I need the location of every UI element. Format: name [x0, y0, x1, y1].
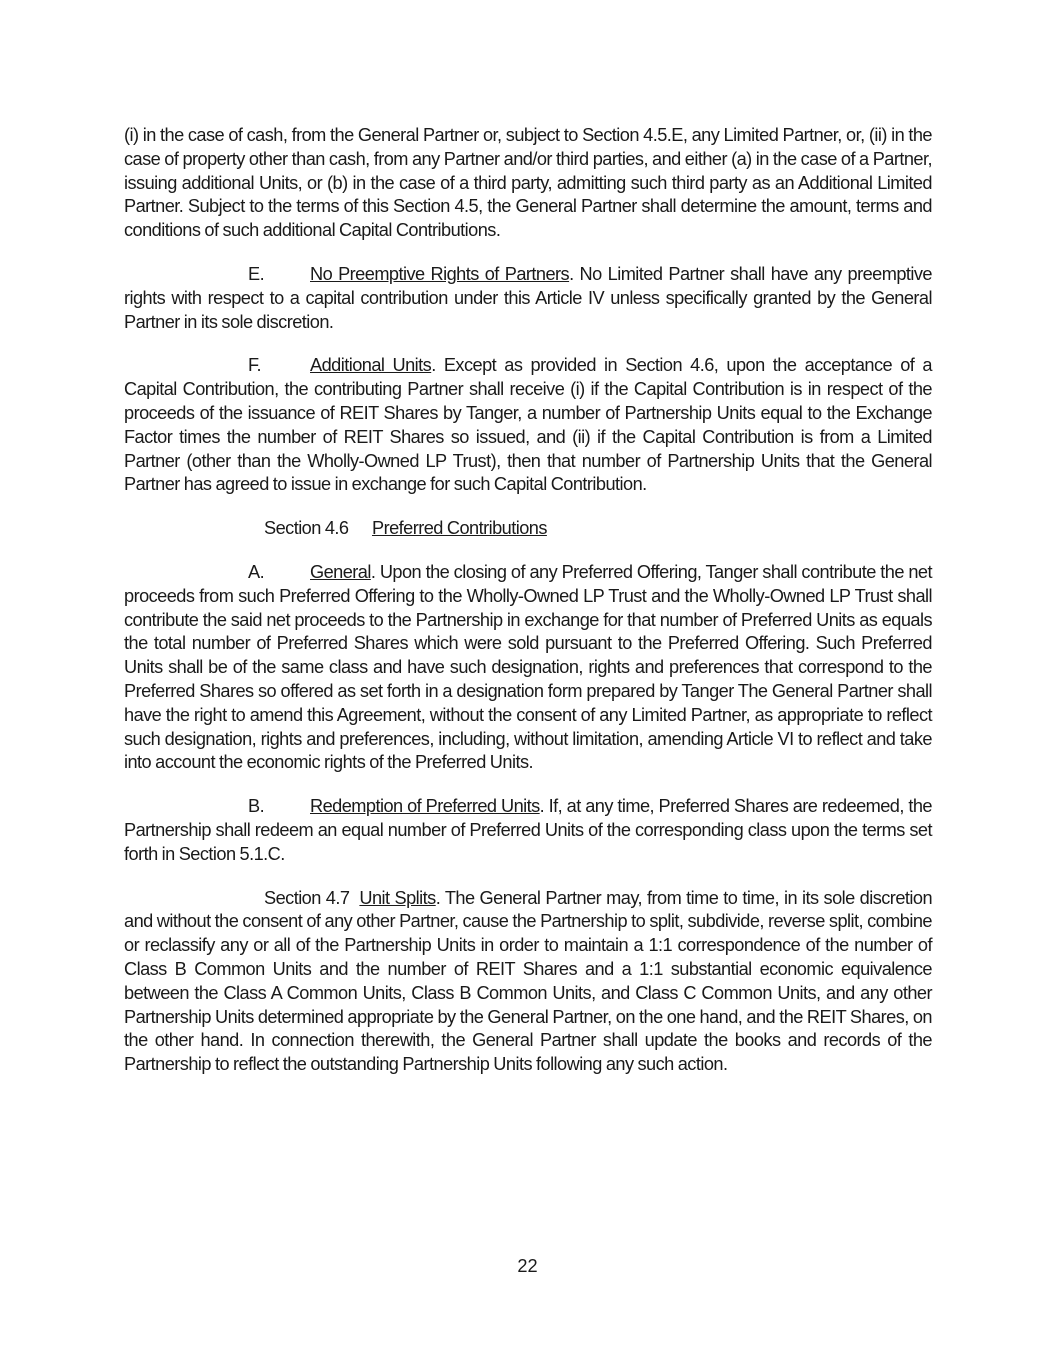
document-page [124, 124, 932, 1077]
item-title: Redemption of Preferred Units [310, 796, 540, 817]
item-text: . No Limited Partner shall have any preemptive rights with respect to a capital contribution under this Article IV unless specifically granted by the General Partner in its sole discretion. [124, 263, 932, 332]
item-text: . If, at any time, Preferred Shares are redeemed, the Partnership shall redeem an equal number of Preferred Units of the corresponding class upon the terms set forth in Section 5.1.C. [124, 796, 932, 864]
item-title: General [310, 561, 371, 582]
section-number: Section 4.7 [264, 887, 350, 908]
paragraph-intro [124, 124, 932, 243]
section-text: . The General Partner may, from time to time, in its sole discretion and without the consent of any other Partner, cause the Partnership to split, subdivide, reverse split, combine or reclassify any or all of the Partnership Units in order to maintain a 1:1 correspondence of the number of Class B Common Units and the number of REIT Shares and a 1:1 substantial economic equivalence between the Class A Common Units, Class B Common Units, and Class C Common Units, and any other Partnership Units determined appropriate by the General Partner, on the one hand, and the REIT Shares, on the other hand. In connection therewith, the General Partner shall update the books and records of the Partnership to reflect the outstanding Partnership Units following any such action. [124, 887, 933, 1075]
item-title: Additional Units [310, 355, 432, 376]
section-number: Section 4.6 [264, 518, 349, 539]
item-letter: A. [248, 561, 265, 582]
paragraph-4-6-b [124, 795, 932, 866]
section-title: Unit Splits [359, 887, 436, 908]
item-title: No Preemptive Rights of Partners [310, 263, 570, 284]
item-letter: E. [248, 263, 265, 284]
section-heading-4-6 [264, 517, 932, 541]
item-text: . Upon the closing of any Preferred Offering, Tanger shall contribute the net proceeds from such Preferred Offering to the Wholly-Owned LP Trust and the Wholly-Owned LP Trust shall contribute the said net proceeds to the Partnership in exchange for that number of Preferred Units as equals the total number of Preferred Shares which were sold pursuant to the Preferred Offering. Such Preferred Units shall be of the same class and have such designation, rights and preferences that correspond to the Preferred Shares so offered as set forth in a designation form prepared by Tanger The General Partner shall have the right to amend this Agreement, without the consent of any Limited Partner, as appropriate to reflect such designation, rights and preferences, including, without limitation, amending Article VI to reflect and take into account the economic rights of the Preferred Units. [124, 561, 932, 773]
item-letter: B. [248, 796, 265, 817]
page-number: 22 [517, 1256, 538, 1276]
paragraph-4-6-a [124, 561, 932, 775]
paragraph-4-5-f [124, 354, 932, 497]
intro-text: (i) in the case of cash, from the General Partner or, subject to Section 4.5.E, any Limited Partner, or, (ii) in the case of property other than cash, from any Partner and/or third parties, and either (a) in the case of a Partner, issuing additional Units, or (b) in the case of a third party, admitting such third party as an Additional Limited Partner. Subject to the terms of this Section 4.5, the General Partner shall determine the amount, terms and conditions of such additional Capital Contributions. [124, 125, 932, 241]
item-letter: F. [248, 355, 262, 376]
section-title: Preferred Contributions [372, 518, 547, 539]
paragraph-4-5-e [124, 263, 932, 334]
paragraph-4-7 [124, 887, 932, 1077]
item-text: . Except as provided in Section 4.6, upon the acceptance of a Capital Contribution, the contributing Partner shall receive (i) if the Capital Contribution is in respect of the proceeds of the issuance of REIT Shares by Tanger, a number of Partnership Units equal to the Exchange Factor times the number of REIT Shares so issued, and (ii) if the Capital Contribution is from a Limited Partner (other than the Wholly-Owned LP Trust), then that number of Partnership Units that the General Partner has agreed to issue in exchange for such Capital Contribution. [124, 355, 932, 495]
